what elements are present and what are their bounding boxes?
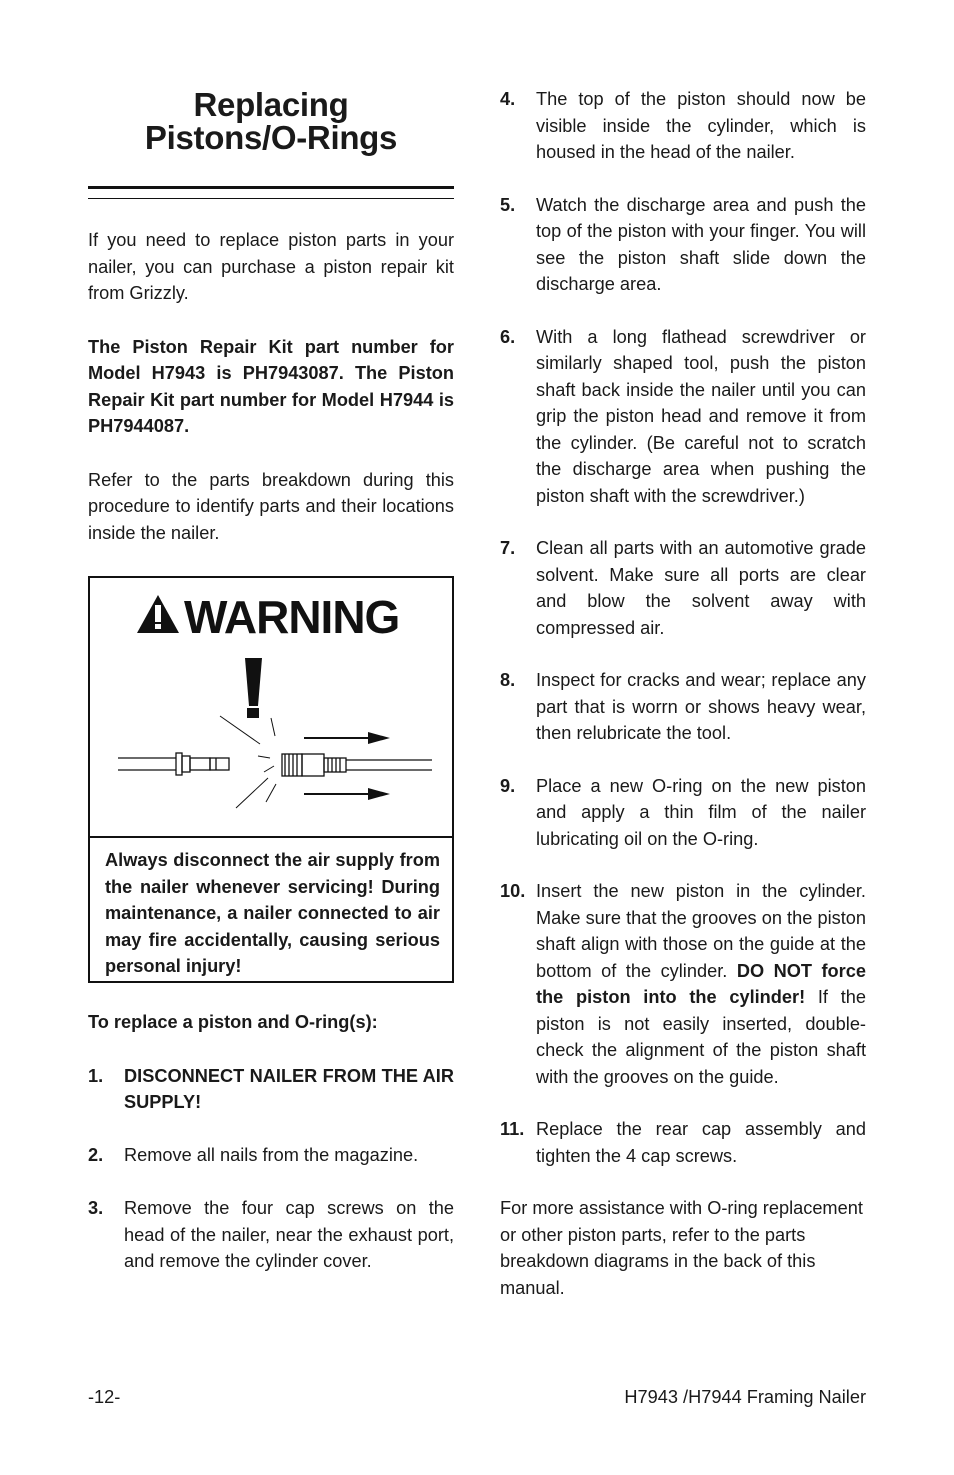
title-rule-thick [88, 186, 454, 189]
step-text-part-a: Insert the new piston in the cylinder. Make sure that the grooves on the piston shaft align with those on the guide at the bottom of the cylinder. [536, 881, 866, 981]
step-text: The top of the piston should now be visible inside the cylinder, which is housed in the head of the nailer. [536, 89, 866, 162]
step-text: Inspect for cracks and wear; replace any part that is worrn or shows heavy wear, then relubricate the tool. [536, 670, 866, 743]
step-item [88, 1195, 454, 1275]
warning-heading: WARNING [184, 591, 400, 643]
repair-kit-paragraph: The Piston Repair Kit part number for Model H7943 is PH7943087. The Piston Repair Kit part number for Model H7944 is PH7944087. [88, 336, 454, 436]
page-number: -12- [88, 1387, 121, 1407]
male-fitting-icon [118, 753, 229, 775]
exclamation-icon [245, 658, 262, 718]
step-item [500, 878, 866, 1090]
step-number: 10. [500, 881, 526, 901]
step-number: 8. [500, 670, 516, 690]
warning-triangle-icon [137, 595, 179, 633]
step-number: 1. [88, 1065, 104, 1086]
step-item [88, 1063, 454, 1116]
step-item [500, 192, 866, 298]
step-item [500, 324, 866, 510]
arrow-right-icon [304, 732, 390, 744]
warning-box [88, 576, 454, 983]
step-number: 7. [500, 538, 516, 558]
step-number: 4. [500, 89, 516, 109]
step-number: 11. [500, 1119, 525, 1139]
warning-illustration [90, 578, 452, 836]
step-item [88, 1142, 454, 1169]
footer-product-name: H7943 /H7944 Framing Nailer [624, 1387, 866, 1407]
steps-left-list [88, 1063, 454, 1275]
step-item [500, 773, 866, 853]
title-rule-thin [88, 198, 454, 199]
step-text-part-b: If the piston is not easily inserted, double-check the alignment of the piston shaft with the grooves on the guide. [536, 987, 866, 1087]
step-text: Clean all parts with an automotive grade solvent. Make sure all ports are clear and blow the solvent away with compressed air. [536, 538, 866, 638]
step-item [500, 667, 866, 747]
title-line-1: Replacing [193, 86, 349, 123]
step-number: 5. [500, 194, 516, 215]
step-number: 3. [88, 1198, 104, 1218]
step-item [500, 1116, 866, 1169]
warning-message: Always disconnect the air supply from the nailer whenever servicing! During maintenance, a nailer connected to air may fire accidentally, causing serious personal injury! [90, 836, 452, 981]
closing-paragraph: For more assistance with O-ring replacement or other piston parts, refer to the parts breakdown diagrams in the back of this manual. [500, 1198, 863, 1298]
parts-breakdown-paragraph: Refer to the parts breakdown during this procedure to identify parts and their locations inside the nailer. [88, 469, 454, 543]
intro-paragraph: If you need to replace piston parts in your nailer, you can purchase a piston repair kit from Grizzly. [88, 230, 454, 303]
step-text: Replace the rear cap assembly and tighten the 4 cap screws. [536, 1119, 866, 1166]
steps-heading: To replace a piston and O-ring(s): [88, 1012, 378, 1032]
step-text: Place a new O-ring on the new piston and apply a thin film of the nailer lubricating oil on the O-ring. [536, 775, 866, 849]
arrow-right-icon [304, 788, 390, 800]
title-line-2: Pistons/O-Rings [144, 119, 398, 156]
step-text-bold: DO NOT force the piston into the cylinder! [536, 960, 866, 1007]
female-coupler-icon [282, 754, 432, 776]
step-text: Remove all nails from the magazine. [124, 1144, 419, 1165]
step-item [500, 535, 866, 641]
step-text: DISCONNECT NAILER FROM THE AIR SUPPLY! [124, 1065, 454, 1112]
right-column [500, 86, 866, 1301]
step-number: 2. [88, 1144, 104, 1165]
page-title [88, 86, 454, 154]
step-item [500, 86, 866, 166]
step-number: 6. [500, 326, 516, 347]
step-text: With a long flathead screwdriver or similarly shaped tool, push the piston shaft back inside the nailer until you can grip the piston head and remove it from the cylinder. (Be careful not to scratch the discharge area when pushing the piston shaft with the screwdriver.) [536, 326, 866, 506]
step-number: 9. [500, 775, 516, 796]
left-column [88, 86, 454, 1275]
step-text: Remove the four cap screws on the head of the nailer, near the exhaust port, and remove the cylinder cover. [124, 1198, 454, 1271]
step-text: Watch the discharge area and push the top of the piston with your finger. You will see the piston shaft slide down the discharge area. [536, 194, 866, 294]
